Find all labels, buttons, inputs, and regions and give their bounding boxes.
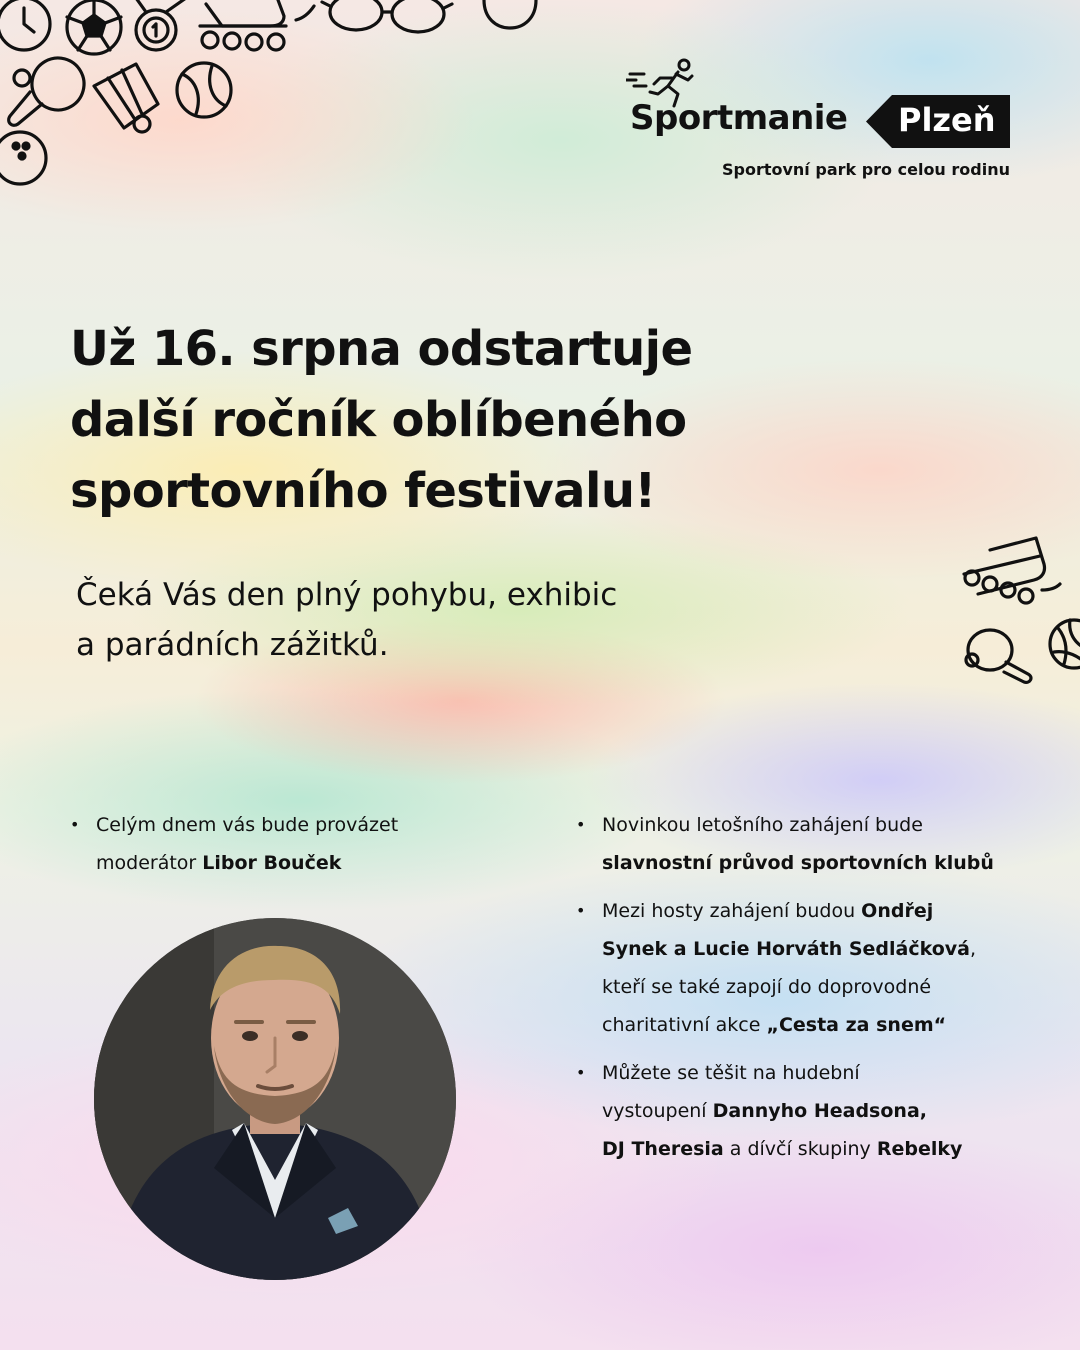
brand-city-badge xyxy=(866,95,1010,148)
host-portrait-illustration xyxy=(94,918,456,1280)
subheadline-line-1: Čeká Vás den plný pohybu, exhibic xyxy=(76,577,618,613)
sport-icons-cluster-top-left xyxy=(0,0,560,200)
list-item: • Novinkou letošního zahájení bude slavnostní průvod sportovních klubů xyxy=(576,806,1016,882)
headline-line-3: sportovního festivalu! xyxy=(70,463,656,519)
headline xyxy=(70,314,830,527)
ping-pong-paddle-icon xyxy=(966,630,1031,682)
soccer-ball-icon xyxy=(67,0,121,54)
list-item: • Můžete se těšit na hudební vystoupení Dannyho Headsona, DJ Theresia a dívčí skupiny Rebelky xyxy=(576,1054,1016,1168)
list-item: • Celým dnem vás bude provázet moderátor Libor Bouček xyxy=(70,806,510,882)
subheadline-line-2: a parádních zážitků. xyxy=(76,627,389,663)
subheadline xyxy=(76,570,776,670)
shuttlecock-icon xyxy=(94,64,158,132)
brand-logo xyxy=(620,58,1020,188)
right-bullet-list xyxy=(576,806,1016,1178)
stopwatch-icon xyxy=(0,0,50,50)
roller-skate-icon xyxy=(200,0,314,50)
volleyball-icon xyxy=(1050,620,1080,668)
medal-icon xyxy=(136,0,186,50)
brand-city: Plzeň xyxy=(898,101,996,139)
roller-skate-icon xyxy=(964,538,1060,603)
left-bullet-list xyxy=(70,806,510,882)
ball-icon xyxy=(484,0,536,28)
brand-name: Sportmanie xyxy=(630,98,848,138)
headline-line-2: další ročník oblíbeného xyxy=(70,392,687,448)
headline-line-1: Už 16. srpna odstartuje xyxy=(70,321,693,377)
host-photo xyxy=(94,918,456,1280)
tennis-ball-icon xyxy=(177,63,231,117)
sport-icons-cluster-right xyxy=(950,530,1080,690)
list-item: • Mezi hosty zahájení budou Ondřej Synek a Lucie Horváth Sedláčková, kteří se také zapojí do doprovodné charitativní akce „Cesta za snem“ xyxy=(576,892,1016,1044)
swim-goggles-icon xyxy=(322,0,452,32)
ping-pong-paddle-icon xyxy=(9,48,94,125)
brand-tagline: Sportovní park pro celou rodinu xyxy=(721,160,1010,179)
bowling-ball-icon xyxy=(0,132,46,184)
